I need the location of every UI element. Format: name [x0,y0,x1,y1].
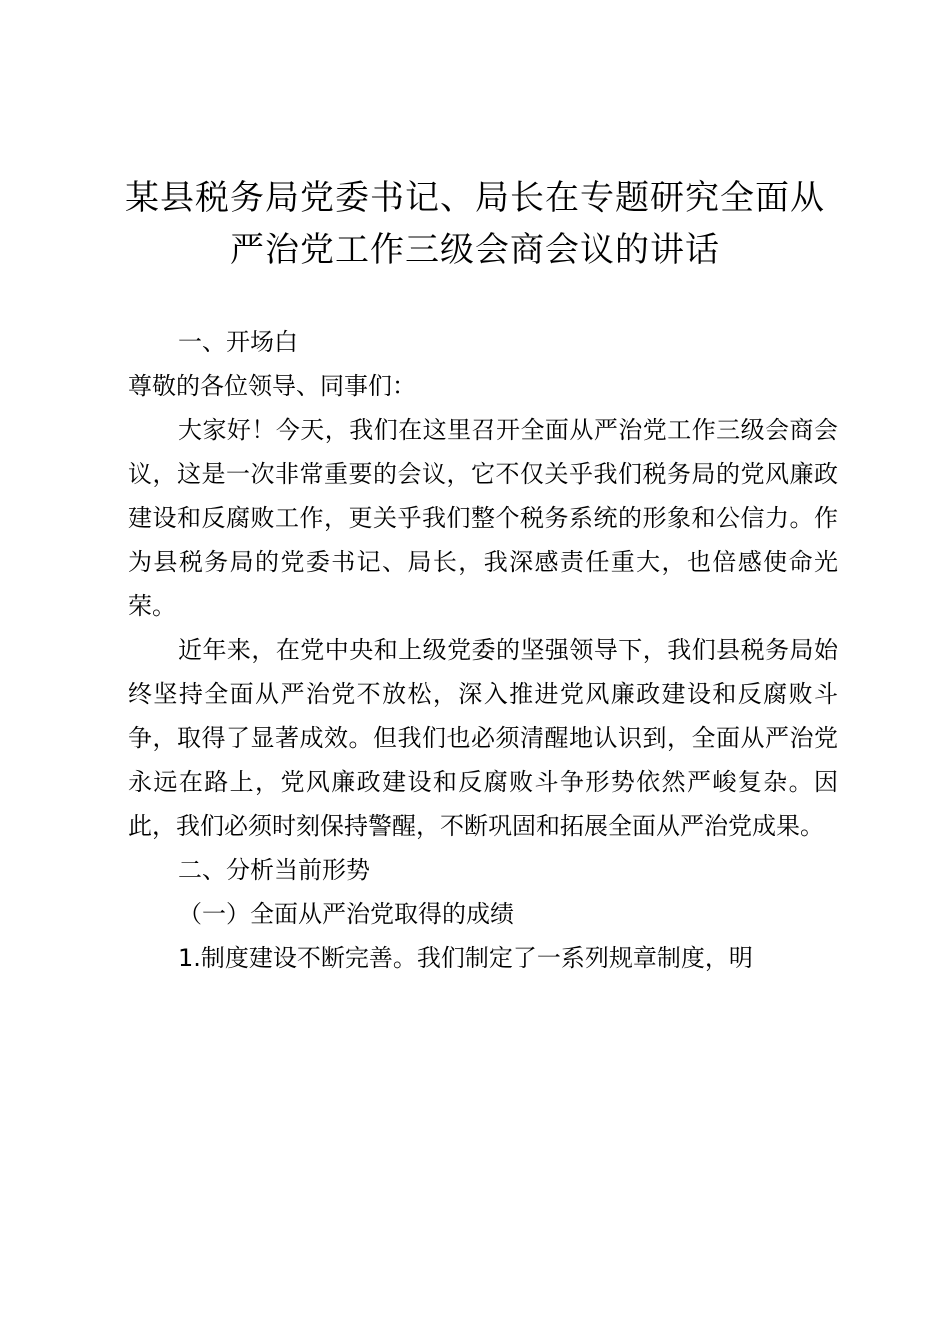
body-paragraph: 近年来，在党中央和上级党委的坚强领导下，我们县税务局始终坚持全面从严治党不放松，深入推进党风廉政建设和反腐败斗争，取得了显著成效。但我们也必须清醒地认识到，全面从严治党永远在路上，党风廉政建设和反腐败斗争形势依然严峻复杂。因此，我们必须时刻保持警醒，不断巩固和拓展全面从严治党成果。 [128,636,838,840]
title-line-1: 某县税务局党委书记、局长在专题研究全面从 [125,178,825,218]
subsection-heading-achievements: （一）全面从严治党取得的成绩 [178,900,514,928]
document-body [128,320,838,980]
section-heading-opening: 一、开场白 [178,328,298,356]
section-heading-situation: 二、分析当前形势 [178,856,370,884]
document-title [100,172,850,276]
body-paragraph: 1.制度建设不断完善。我们制定了一系列规章制度，明 [178,944,753,972]
title-line-2: 严治党工作三级会商会议的讲话 [230,230,720,270]
salutation: 尊敬的各位领导、同事们： [128,372,416,400]
body-paragraph: 大家好！今天，我们在这里召开全面从严治党工作三级会商会议，这是一次非常重要的会议，它不仅关乎我们税务局的党风廉政建设和反腐败工作，更关乎我们整个税务系统的形象和公信力。作为县税务局的党委书记、局长，我深感责任重大，也倍感使命光荣。 [128,416,838,620]
